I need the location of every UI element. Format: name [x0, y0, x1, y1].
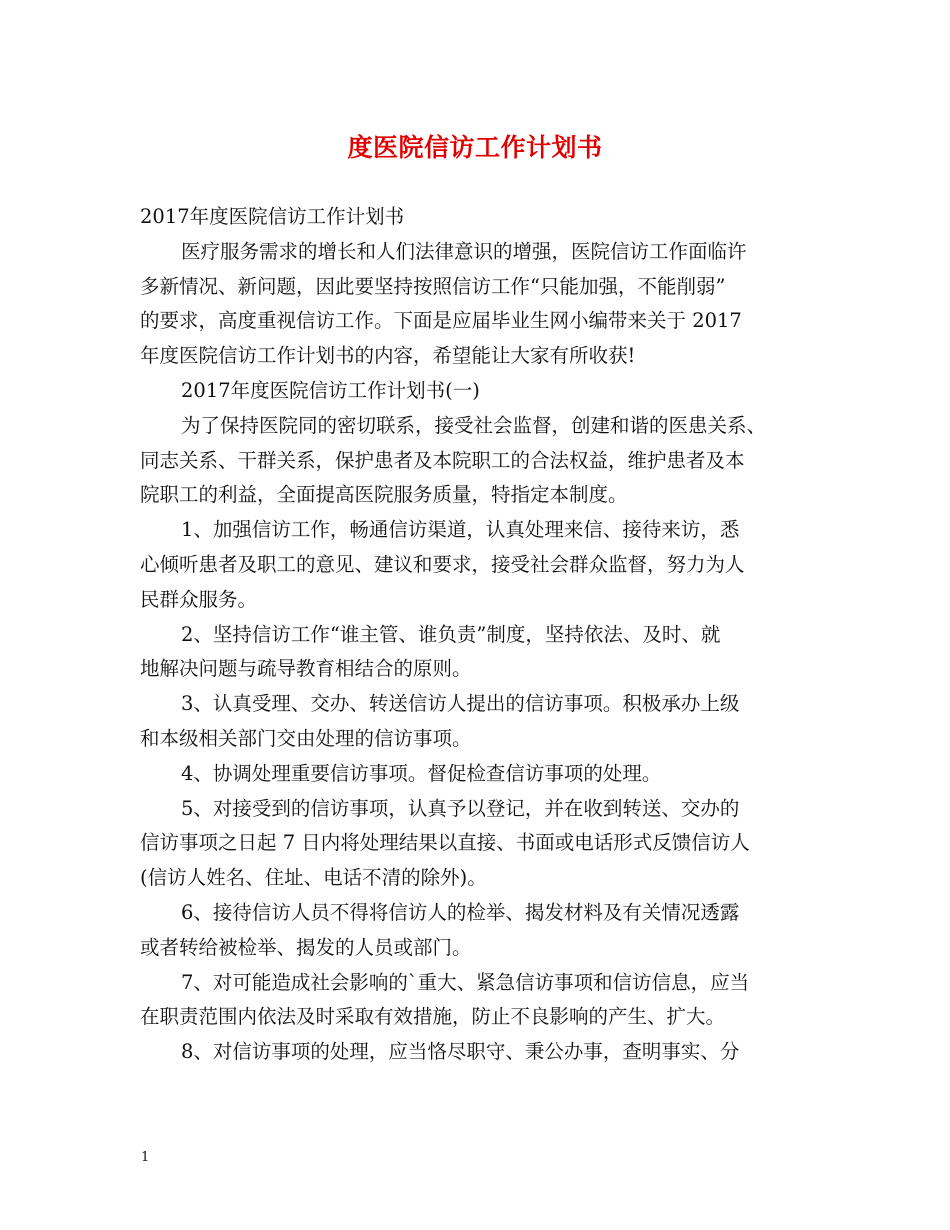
document-body [140, 200, 820, 1070]
paragraph-line: 同志关系、干群关系，保护患者及本院职工的合法权益，维护患者及本 [140, 448, 745, 472]
paragraph-line: 信访事项之日起 7 日内将处理结果以直接、书面或电话形式反馈信访人 [140, 831, 750, 855]
paragraph-line: 的要求，高度重视信访工作。下面是应届毕业生网小编带来关于 2017 [140, 309, 742, 333]
paragraph-line: 多新情况、新问题，因此要坚持按照信访工作“只能加强，不能削弱” [140, 274, 726, 298]
paragraph-line: 心倾听患者及职工的意见、建议和要求，接受社会群众监督，努力为人 [140, 552, 745, 576]
paragraph-line: 地解决问题与疏导教育相结合的原则。 [140, 657, 472, 681]
paragraph-line: 4、协调处理重要信访事项。督促检查信访事项的处理。 [181, 761, 662, 785]
paragraph-line: 2、坚持信访工作“谁主管、谁负责”制度，坚持依法、及时、就 [181, 622, 721, 646]
paragraph-line: (信访人姓名、住址、电话不清的除外)。 [140, 866, 487, 890]
paragraph-line: 在职责范围内依法及时采取有效措施，防止不良影响的产生、扩大。 [140, 1005, 726, 1029]
paragraph-line: 8、对信访事项的处理，应当恪尽职守、秉公办事，查明事实、分 [181, 1040, 740, 1064]
paragraph-line: 为了保持医院同的密切联系，接受社会监督，创建和谐的医患关系、 [181, 413, 767, 437]
paragraph-line: 院职工的利益，全面提高医院服务质量，特指定本制度。 [140, 483, 628, 507]
subtitle-line: 2017年度医院信访工作计划书 [140, 205, 405, 228]
paragraph-line: 民群众服务。 [140, 587, 258, 611]
page-number: 1 [141, 1150, 150, 1165]
paragraph-line: 年度医院信访工作计划书的内容，希望能让大家有所收获! [140, 344, 636, 368]
paragraph-line: 6、接待信访人员不得将信访人的检举、揭发材料及有关情况透露 [181, 900, 740, 924]
paragraph-line: 3、认真受理、交办、转送信访人提出的信访事项。积极承办上级 [181, 692, 740, 716]
paragraph-line: 7、对可能造成社会影响的`重大、紧急信访事项和信访信息，应当 [181, 970, 750, 994]
section-heading-line: 2017年度医院信访工作计划书(一) [181, 378, 480, 402]
paragraph-line: 5、对接受到的信访事项，认真予以登记，并在收到转送、交办的 [181, 796, 740, 820]
paragraph-line: 医疗服务需求的增长和人们法律意识的增强，医院信访工作面临许 [181, 239, 747, 263]
paragraph-line: 或者转给被检举、揭发的人员或部门。 [140, 935, 472, 959]
paragraph-line: 1、加强信访工作，畅通信访渠道，认真处理来信、接待来访，悉 [181, 518, 740, 542]
document-title: 度医院信访工作计划书 [347, 133, 603, 162]
paragraph-line: 和本级相关部门交由处理的信访事项。 [140, 726, 472, 750]
